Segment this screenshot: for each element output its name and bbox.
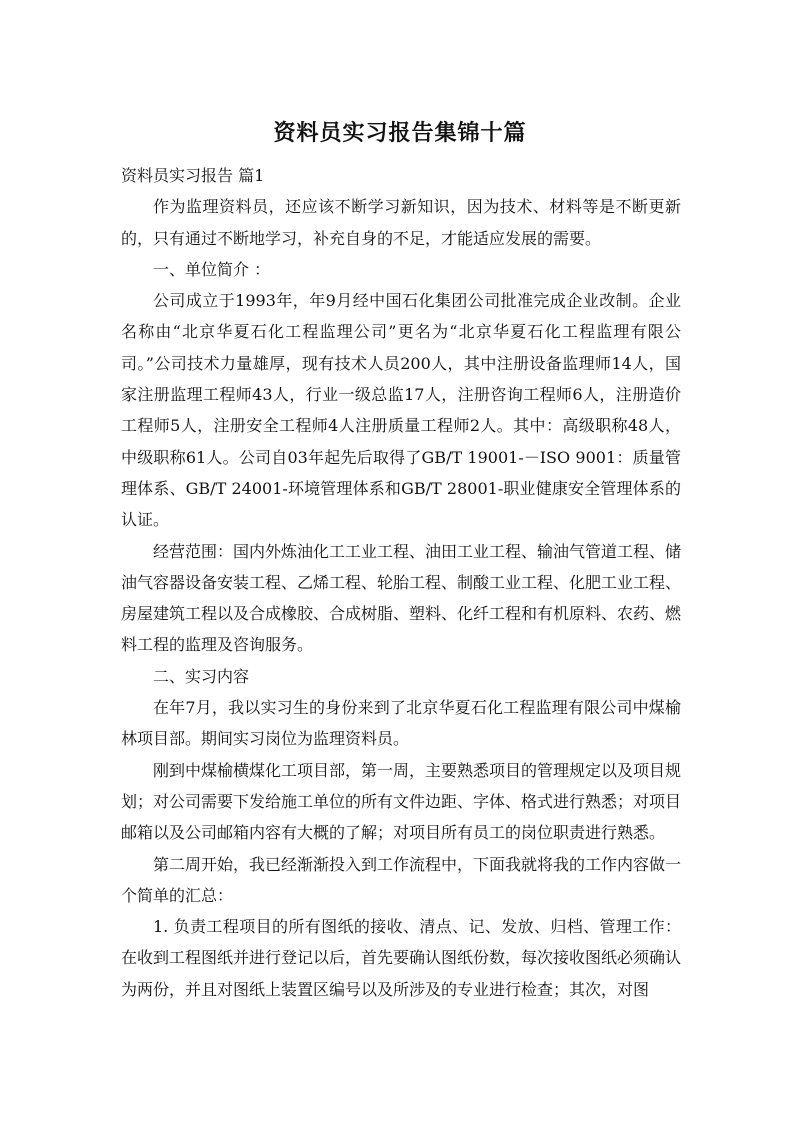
section-subtitle: 资料员实习报告 篇1 <box>121 166 265 185</box>
paragraph: 刚到中煤榆横煤化工项目部，第一周，主要熟悉项目的管理规定以及项目规划；对公司需要下发给施工单位的所有文件边距、字体、格式进行熟悉；对项目邮箱以及公司邮箱内容有大概的了解；对项目所有员工的岗位职责进行熟悉。 <box>121 760 682 843</box>
paragraph: 第二周开始，我已经渐渐投入到工作流程中，下面我就将我的工作内容做一个简单的汇总： <box>121 854 682 905</box>
section-heading: 一、单位简介 ： <box>153 259 271 279</box>
paragraph: 作为监理资料员，还应该不断学习新知识，因为技术、材料等是不断更新的，只有通过不断地学习，补充自身的不足，才能适应发展的需要。 <box>121 197 681 248</box>
paragraph: 经营范围：国内外炼油化工工业工程、油田工业工程、输油气管道工程、储油气容器设备安装工程、乙烯工程、轮胎工程、制酸工业工程、化肥工业工程、房屋建筑工程以及合成橡胶、合成树脂、塑料、化纤工程和有机原料、农药、燃料工程的监理及咨询服务。 <box>121 541 682 655</box>
document-title: 资料员实习报告集锦十篇 <box>273 121 527 146</box>
document-body <box>121 160 681 1005</box>
paragraph: 公司成立于1993年，年9月经中国石化集团公司批准完成企业改制。企业名称由“北京华夏石化工程监理公司”更名为“北京华夏石化工程监理有限公司。”公司技术力量雄厚，现有技术人员200人，其中注册设备监理师14人，国家注册监理工程师43人，行业一级总监17人，注册咨询工程师6人，注册造价工程师5人，注册安全工程师4人注册质量工程师2人。其中：高级职称48人，中级职称61人。公司自03年起先后取得了GB/T 19001-－ISO 9001：质量管理体系、GB/T 24001-环境管理体系和GB/T 28001-职业健康安全管理体系的认证。 <box>121 291 681 530</box>
section-heading: 二、实习内容 <box>153 666 250 686</box>
paragraph: 1. 负责工程项目的所有图纸的接收、清点、记、发放、归档、管理工作：在收到工程图纸并进行登记以后，首先要确认图纸份数，每次接收图纸必须确认为两份，并且对图纸上装置区编号以及所涉及的专业进行检查；其次，对图 <box>121 917 682 999</box>
paragraph: 在年7月，我以实习生的身份来到了北京华夏石化工程监理有限公司中煤榆林项目部。期间实习岗位为监理资料员。 <box>121 698 681 749</box>
